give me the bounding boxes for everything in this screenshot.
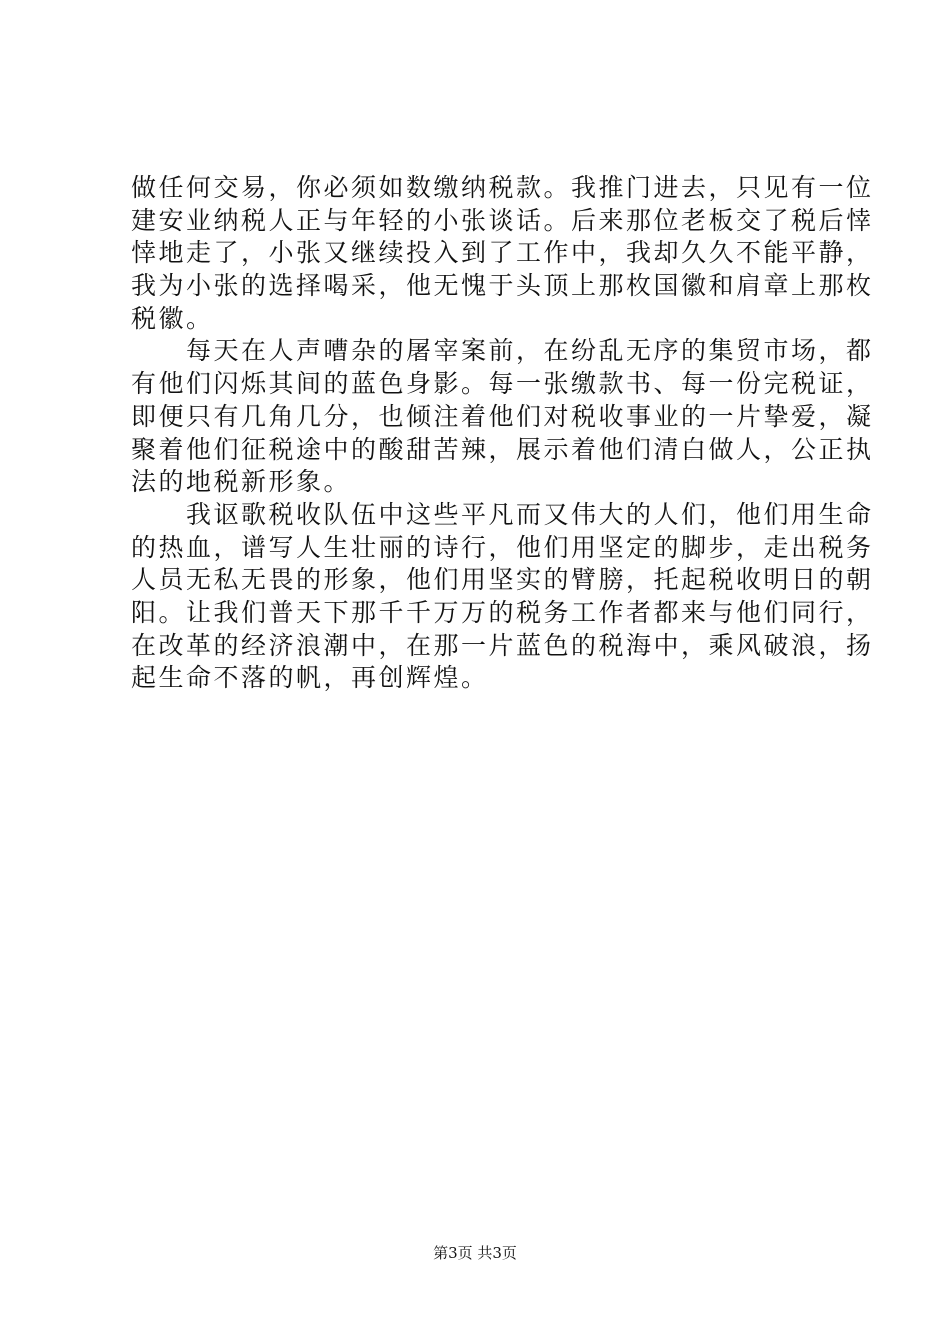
text-line: 起生命不落的帆，再创辉煌。 [131,663,489,693]
page-number: 第3页 共3页 [433,1244,517,1262]
text-line: 悻地走了，小张又继续投入到了工作中，我却久久不能平静， [131,238,874,268]
text-line: 即便只有几角几分，也倾注着他们对税收事业的一片挚爱，凝 [131,401,874,431]
text-line: 做任何交易，你必须如数缴纳税款。我推门进去，只见有一位 [131,173,874,202]
text-line: 税徽。 [131,303,214,333]
text-line: 阳。让我们普天下那千千万万的税务工作者都来与他们同行， [131,597,874,627]
body-text [131,172,874,695]
page-footer [0,1243,950,1263]
text-line: 聚着他们征税途中的酸甜苦辣，展示着他们清白做人，公正执 [131,434,874,464]
text-line: 我讴歌税收队伍中这些平凡而又伟大的人们，他们用生命 [131,499,874,529]
text-line: 法的地税新形象。 [131,467,352,497]
text-line: 我为小张的选择喝采，他无愧于头顶上那枚国徽和肩章上那枚 [131,271,874,301]
text-line: 的热血，谱写人生壮丽的诗行，他们用坚定的脚步，走出税务 [131,532,874,562]
text-line: 建安业纳税人正与年轻的小张谈话。后来那位老板交了税后悻 [131,205,874,235]
text-line: 有他们闪烁其间的蓝色身影。每一张缴款书、每一份完税证， [131,369,874,399]
text-line: 人员无私无畏的形象，他们用坚实的臂膀，托起税收明日的朝 [131,565,874,595]
text-line: 在改革的经济浪潮中，在那一片蓝色的税海中，乘风破浪，扬 [131,630,874,660]
text-line: 每天在人声嘈杂的屠宰案前，在纷乱无序的集贸市场，都 [131,336,874,366]
